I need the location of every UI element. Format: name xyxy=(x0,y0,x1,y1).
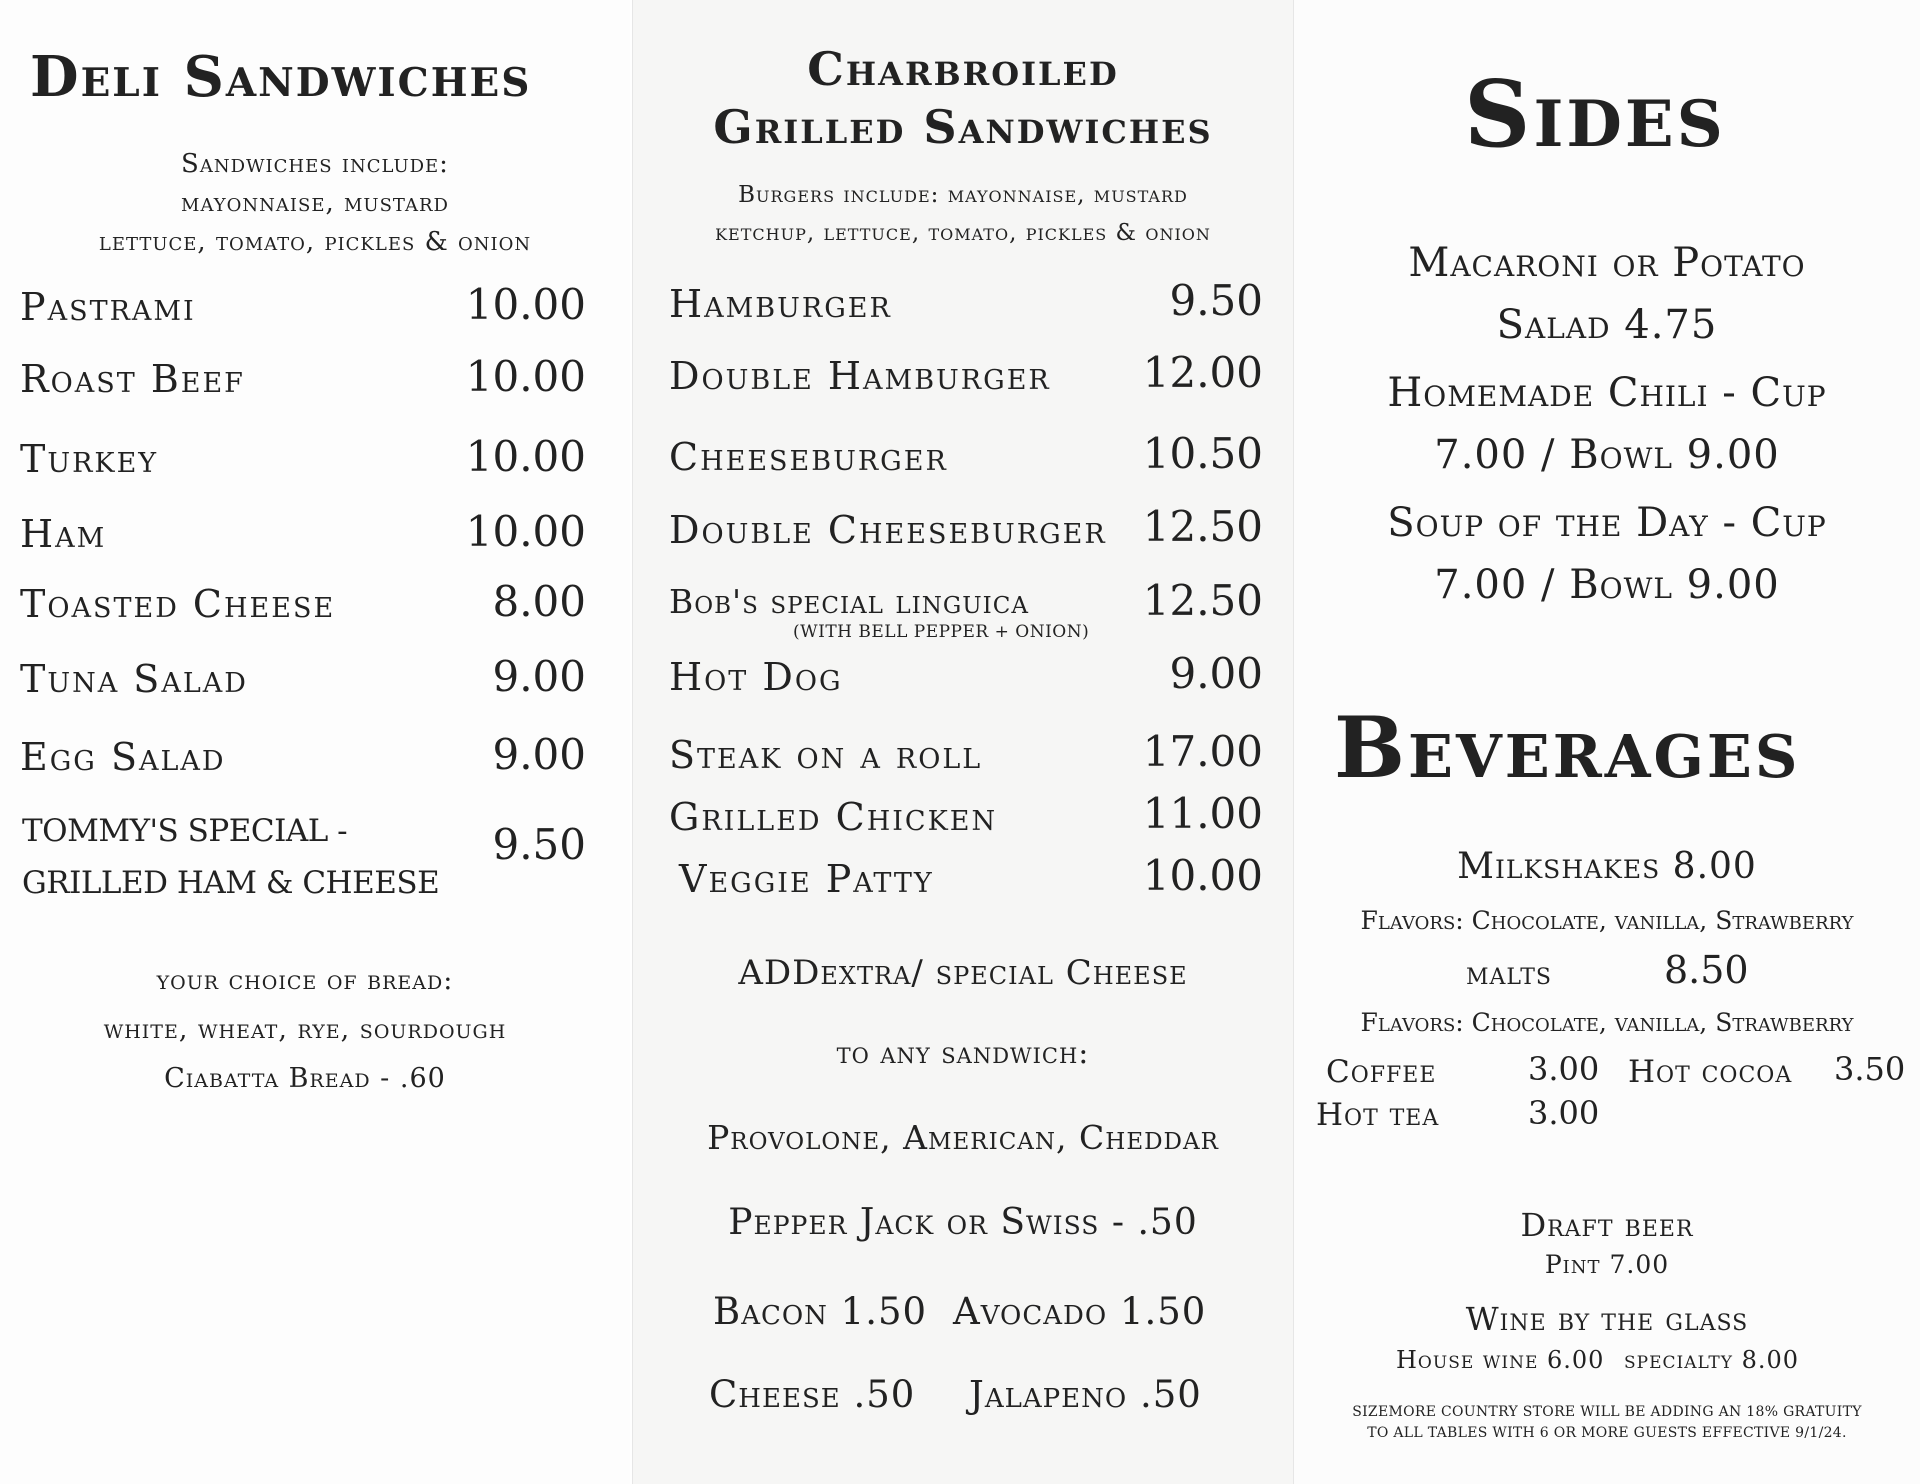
grilled-title xyxy=(633,40,1293,156)
grilled-item-price: 17.00 xyxy=(1142,727,1263,776)
sides-line: Salad 4.75 xyxy=(1496,302,1718,348)
grilled-item-name: Veggie Patty xyxy=(679,857,934,901)
bread-choices xyxy=(0,956,610,1103)
grilled-title-line: Charbroiled xyxy=(807,42,1119,96)
house-wine: House wine 6.00 xyxy=(1396,1346,1605,1374)
addon-line: Pepper Jack or Swiss - .50 xyxy=(728,1202,1198,1243)
deli-panel xyxy=(0,0,630,1484)
deli-item-price: 9.00 xyxy=(492,652,586,701)
cheese-addon: Cheese .50 xyxy=(709,1373,916,1416)
bacon-addon: Bacon 1.50 xyxy=(713,1290,928,1333)
grilled-item-name: Hamburger xyxy=(669,282,892,326)
deli-includes-line: Sandwiches include: xyxy=(181,149,449,179)
gratuity-line: SIZEMORE COUNTRY STORE WILL BE ADDING AN 18% GRATUITY xyxy=(1352,1404,1862,1420)
coffee-price: 3.00 xyxy=(1528,1050,1600,1088)
sides-beverages-panel xyxy=(1294,0,1920,1484)
milkshakes-line: Milkshakes 8.00 xyxy=(1457,846,1757,887)
addon-line: Provolone, American, Cheddar xyxy=(707,1118,1219,1157)
bread-line: white, wheat, rye, sourdough xyxy=(103,1014,507,1045)
jalapeno-addon: Jalapeno .50 xyxy=(969,1373,1202,1416)
grilled-includes-line: ketchup, lettuce, tomato, pickles & onion xyxy=(715,220,1211,246)
deli-includes xyxy=(0,145,630,262)
deli-item-name: Egg Salad xyxy=(20,735,226,779)
deli-item-price: 10.00 xyxy=(465,352,586,401)
grilled-item-price: 11.00 xyxy=(1142,789,1263,838)
grilled-item-name: Bob's special linguica xyxy=(669,582,1029,621)
deli-item-price: 8.00 xyxy=(492,577,586,626)
wine-title: Wine by the glass xyxy=(1465,1300,1749,1338)
grilled-item-price: 12.00 xyxy=(1142,348,1263,397)
avocado-addon: Avocado 1.50 xyxy=(953,1290,1207,1333)
grilled-item-price: 10.00 xyxy=(1142,851,1263,900)
hot-cocoa-price: 3.50 xyxy=(1834,1050,1906,1088)
deli-item-name: Ham xyxy=(20,512,107,556)
grilled-item-price: 12.50 xyxy=(1142,502,1263,551)
sides-line: 7.00 / Bowl 9.00 xyxy=(1434,562,1780,608)
grilled-item-name: Double Cheeseburger xyxy=(669,508,1107,552)
grilled-title-line: Grilled Sandwiches xyxy=(713,100,1213,154)
gratuity-notice xyxy=(1294,1402,1920,1444)
tommys-special-line: GRILLED HAM & CHEESE xyxy=(22,865,440,901)
grilled-item-price: 10.50 xyxy=(1142,429,1263,478)
deli-item-price: 9.00 xyxy=(492,730,586,779)
gratuity-line: TO ALL TABLES WITH 6 OR MORE GUESTS EFFECTIVE 9/1/24. xyxy=(1367,1425,1847,1441)
deli-item-name: Pastrami xyxy=(20,285,196,329)
grilled-includes xyxy=(633,176,1293,252)
bread-line: Ciabatta Bread - .60 xyxy=(164,1063,446,1094)
specialty-wine: specialty 8.00 xyxy=(1624,1346,1800,1374)
bread-line: your choice of bread: xyxy=(156,965,454,996)
deli-item-price: 10.00 xyxy=(465,507,586,556)
flavors-line: Flavors: Chocolate, vanilla, Strawberry xyxy=(1360,906,1854,935)
sides-line: Homemade Chili - Cup xyxy=(1387,370,1827,416)
deli-item-name: Roast Beef xyxy=(20,357,245,401)
flavors-line: Flavors: Chocolate, vanilla, Strawberry xyxy=(1360,1008,1854,1037)
grilled-item-name: Cheeseburger xyxy=(669,435,948,479)
deli-includes-line: mayonnaise, mustard xyxy=(181,188,449,218)
deli-item-name: Turkey xyxy=(20,437,159,481)
draft-beer-pint: Pint 7.00 xyxy=(1544,1250,1670,1279)
deli-title: Deli Sandwiches xyxy=(30,44,532,110)
grilled-item-name: Grilled Chicken xyxy=(669,795,998,839)
sides-line: 7.00 / Bowl 9.00 xyxy=(1434,432,1780,478)
linguica-note: (WITH BELL PEPPER + ONION) xyxy=(793,622,1090,642)
deli-item-name: Tuna Salad xyxy=(20,657,248,701)
addon-line: ADDextra/ special Cheese xyxy=(738,953,1188,993)
sides-line: Soup of the Day - Cup xyxy=(1387,500,1827,546)
sides-title: Sides xyxy=(1464,60,1726,168)
coffee-label: Coffee xyxy=(1326,1054,1437,1090)
sides-line: Macaroni or Potato xyxy=(1408,240,1806,286)
sides-list xyxy=(1294,232,1920,616)
malts-price: 8.50 xyxy=(1664,948,1749,992)
grilled-item-price: 12.50 xyxy=(1142,576,1263,625)
grilled-panel xyxy=(632,0,1294,1484)
draft-beer-title: Draft beer xyxy=(1520,1206,1694,1244)
hot-tea-label: Hot tea xyxy=(1316,1097,1440,1133)
hot-cocoa-label: Hot cocoa xyxy=(1628,1054,1793,1090)
tommys-special-price: 9.50 xyxy=(492,820,586,869)
addon-line: to any sandwich: xyxy=(836,1036,1090,1071)
deli-item-name: Toasted Cheese xyxy=(20,582,336,626)
hot-tea-price: 3.00 xyxy=(1528,1094,1600,1132)
malts-label: malts xyxy=(1466,954,1552,992)
deli-includes-line: lettuce, tomato, pickles & onion xyxy=(98,227,532,257)
tommys-special-line: TOMMY'S SPECIAL - xyxy=(22,813,348,849)
beverages-title: Beverages xyxy=(1334,698,1801,797)
grilled-item-price: 9.50 xyxy=(1169,276,1263,325)
deli-item-price: 10.00 xyxy=(465,280,586,329)
grilled-item-name: Steak on a roll xyxy=(669,733,983,777)
grilled-item-price: 9.00 xyxy=(1169,649,1263,698)
grilled-includes-line: Burgers include: mayonnaise, mustard xyxy=(738,182,1188,208)
deli-item-price: 10.00 xyxy=(465,432,586,481)
tommys-special xyxy=(22,805,439,909)
grilled-item-name: Hot Dog xyxy=(669,655,843,699)
grilled-item-name: Double Hamburger xyxy=(669,354,1051,398)
